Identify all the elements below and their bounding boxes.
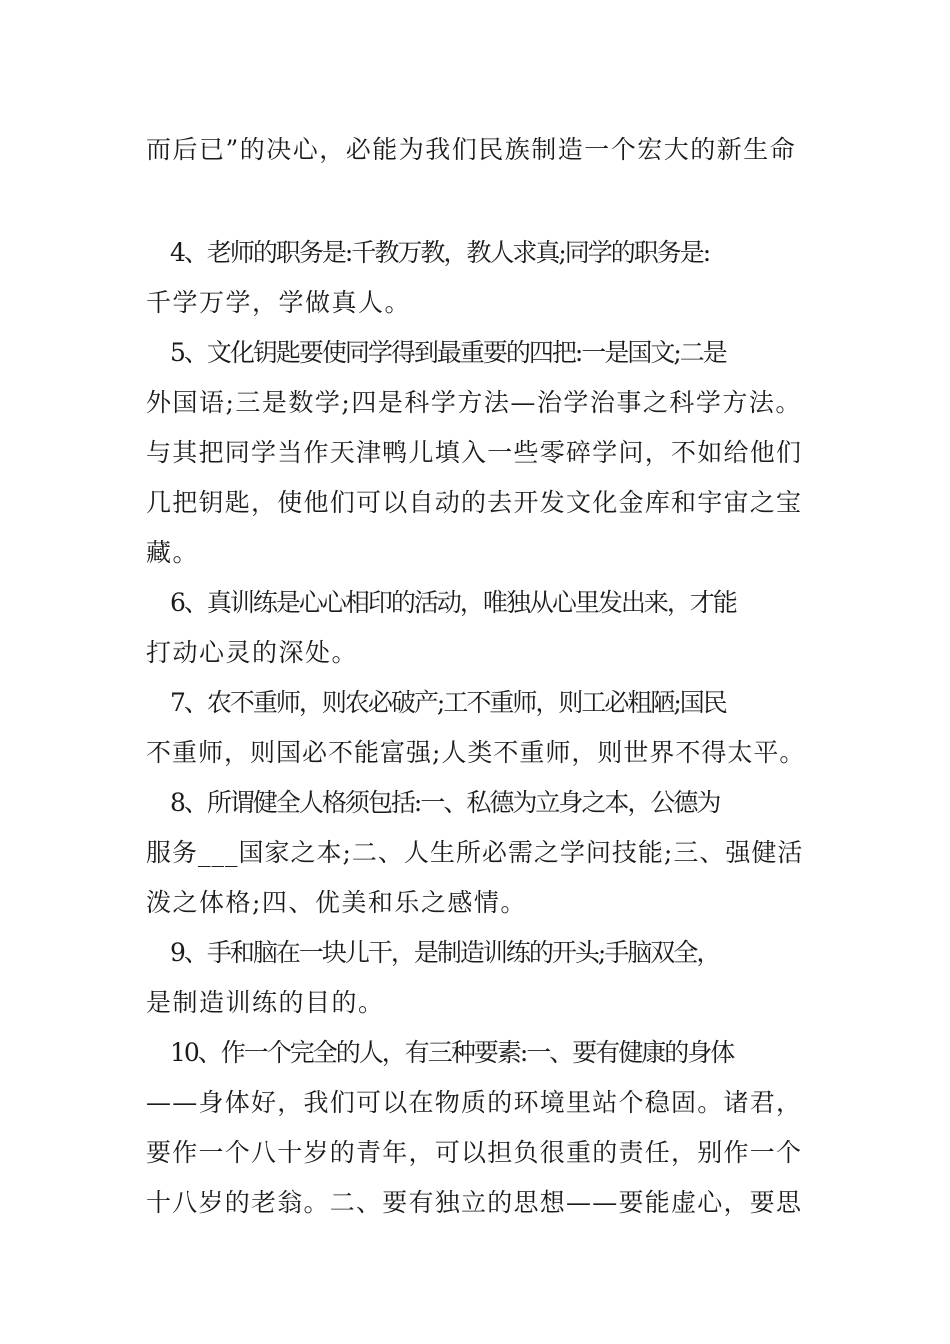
text-line: 是制造训练的目的。 bbox=[146, 988, 385, 1017]
text-line: 要作一个八十岁的青年，可以担负很重的责任，别作一个 bbox=[146, 1138, 803, 1167]
text-line: 泼之体格;四、优美和乐之感情。 bbox=[146, 888, 527, 917]
text-line: 与其把同学当作天津鸭儿填入一些零碎学问，不如给他们 bbox=[146, 438, 803, 467]
text-line: 藏。 bbox=[146, 538, 200, 567]
text-line: 十八岁的老翁。二、要有独立的思想——要能虚心，要思 bbox=[146, 1188, 803, 1217]
text-line: 4、老师的职务是:千教万教，教人求真;同学的职务是: bbox=[170, 238, 710, 267]
text-line: 7、农不重师，则农必破产;工不重师，则工必粗陋;国民 bbox=[170, 688, 726, 717]
text-line: ——身体好，我们可以在物质的环境里站个稳固。诸君， bbox=[146, 1088, 803, 1117]
text-line: 不重师，则国必不能富强;人类不重师，则世界不得太平。 bbox=[146, 738, 806, 767]
text-line: 几把钥匙，使他们可以自动的去开发文化金库和宇宙之宝 bbox=[146, 488, 803, 517]
text-line: 千学万学，学做真人。 bbox=[146, 288, 412, 317]
text-line: 5、文化钥匙要使同学得到最重要的四把:一是国文;二是 bbox=[170, 338, 726, 367]
text-line: 9、手和脑在一块儿干，是制造训练的开头;手脑双全， bbox=[170, 938, 720, 967]
text-line: 外国语;三是数学;四是科学方法—治学治事之科学方法。 bbox=[146, 388, 802, 417]
text-line: 8、所谓健全人格须包括:一、私德为立身之本，公德为 bbox=[170, 788, 720, 817]
text-line: 打动心灵的深处。 bbox=[146, 638, 359, 667]
text-line: 而后已”的决心，必能为我们民族制造一个宏大的新生命 bbox=[146, 135, 797, 164]
text-line: 6、真训练是心心相印的活动，唯独从心里发出来，才能 bbox=[170, 588, 736, 617]
text-line: 服务___国家之本;二、人生所必需之学问技能;三、强健活 bbox=[146, 838, 804, 867]
text-line: 10、作一个完全的人，有三种要素:一、要有健康的身体 bbox=[170, 1038, 734, 1067]
